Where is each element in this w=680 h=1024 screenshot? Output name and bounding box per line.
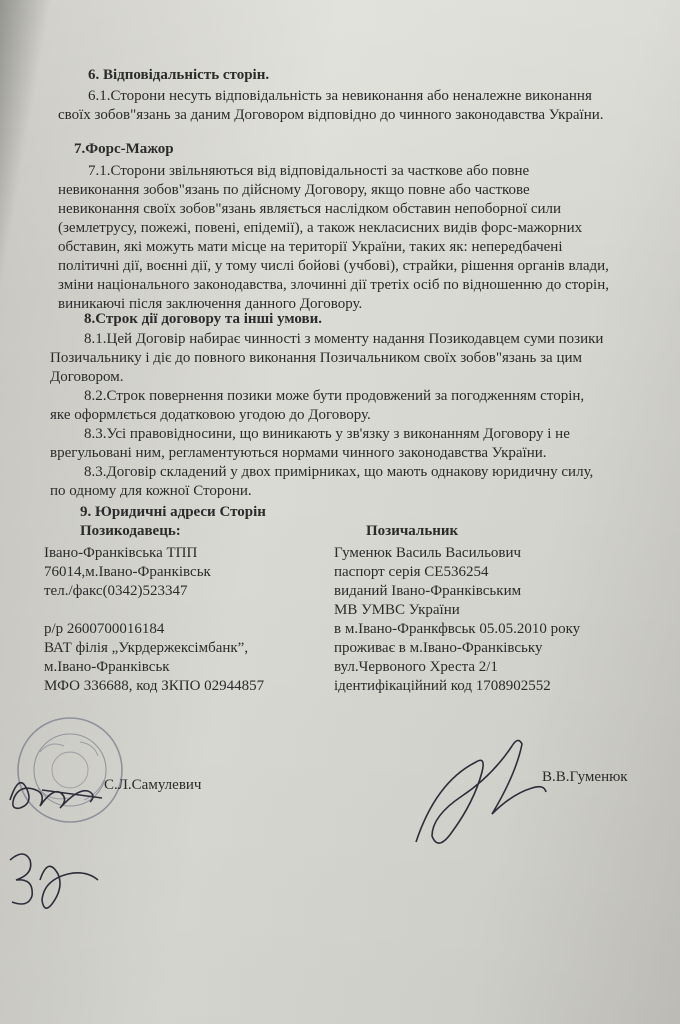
- section-7-line-7: зміни національного законодавства, злочинні дії третіх осіб по відношенню до сторін,: [58, 277, 609, 293]
- section-7-line-4: (землетрусу, пожежі, повені, епідемії), а також некласисних видів форс-мажорних: [58, 220, 583, 236]
- section-9-heading: 9. Юридичні адреси Сторін: [80, 504, 266, 520]
- lender-line-1: Івано-Франківська ТПП: [44, 545, 198, 561]
- lender-line-6: ВАТ філія „Укрдержексімбанк”,: [44, 640, 249, 656]
- lender-signature-2: [0, 830, 120, 930]
- borrower-line-4: МВ УМВС України: [334, 602, 460, 618]
- section-8-line-1: 8.1.Цей Договір набирає чинності з моменту надання Позикодавцем суми позики: [84, 331, 604, 347]
- section-7-line-1: 7.1.Сторони звільняються від відповідальності за часткове або повне: [88, 163, 530, 179]
- section-7-heading: 7.Форс-Мажор: [74, 141, 174, 157]
- section-8-line-5: яке оформлється додатковою угодою до Договору.: [50, 407, 371, 423]
- section-8-line-3: Договором.: [50, 369, 124, 385]
- lender-line-2: 76014,м.Івано-Франківськ: [44, 564, 211, 580]
- section-8-line-7: врегульовані ним, регламентуються нормами чинного законодавства України.: [50, 445, 547, 461]
- section-7-line-3: невиконання своїх зобов"язань являється наслідком обставин непоборної сили: [58, 201, 562, 217]
- borrower-line-1: Гуменюк Василь Васильович: [334, 545, 522, 561]
- section-7-line-2: невиконання зобов"язань по дійсному Договору, якщо повне або часткове: [58, 182, 530, 198]
- lender-title: Позикодавець:: [80, 523, 181, 539]
- lender-signature: [2, 760, 112, 820]
- section-8-heading: 8.Строк дії договору та інші умови.: [84, 311, 323, 327]
- section-8-line-4: 8.2.Строк повернення позики може бути продовжений за погодженням сторін,: [84, 388, 585, 404]
- lender-line-3: тел./факс(0342)523347: [44, 583, 188, 599]
- borrower-line-7: вул.Червоного Хреста 2/1: [334, 659, 498, 675]
- section-7-line-8: виникаючі після заключення данного Договору.: [58, 296, 363, 312]
- section-6-heading: 6. Відповідальність сторін.: [88, 67, 270, 83]
- borrower-signer-name: В.В.Гуменюк: [542, 769, 628, 785]
- lender-signer-name: С.Л.Самулевич: [104, 777, 202, 793]
- section-8-line-2: Позичальнику і діє до повного виконання Позичальником своїх зобов"язань за цим: [50, 350, 582, 366]
- section-8-line-6: 8.3.Усі правовідносини, що виникають у зв'язку з виконанням Договору і не: [84, 426, 570, 442]
- borrower-line-2: паспорт серія СЕ536254: [334, 564, 489, 580]
- section-6-line-1: 6.1.Сторони несуть відповідальність за невиконання або неналежне виконання: [88, 88, 592, 104]
- section-8-line-8: 8.3.Договір складений у двох примірниках, що мають однакову юридичну силу,: [84, 464, 594, 480]
- borrower-title: Позичальник: [366, 523, 459, 539]
- borrower-signature: [406, 724, 556, 854]
- lender-line-7: м.Івано-Франківськ: [44, 659, 170, 675]
- lender-line-5: р/р 2600700016184: [44, 621, 165, 637]
- borrower-line-5: в м.Івано-Франкфвськ 05.05.2010 року: [334, 621, 581, 637]
- section-6-line-2: своїх зобов"язань за даним Договором відповідно до чинного законодавства України.: [58, 107, 604, 123]
- borrower-line-3: виданий Івано-Франківським: [334, 583, 522, 599]
- section-7-line-6: політичні дії, воєнні дії, у тому числі бойові (учбові), страйки, рішення органів влади,: [58, 258, 609, 274]
- borrower-line-8: ідентифікаційний код 1708902552: [334, 678, 551, 694]
- lender-line-8: МФО 336688, код ЗКПО 02944857: [44, 678, 265, 694]
- section-8-line-9: по одному для кожної Сторони.: [50, 483, 252, 499]
- section-7-line-5: обставин, які можуть мати місце на території України, таких як: непередбачені: [58, 239, 563, 255]
- borrower-line-6: проживає в м.Івано-Франківську: [334, 640, 543, 656]
